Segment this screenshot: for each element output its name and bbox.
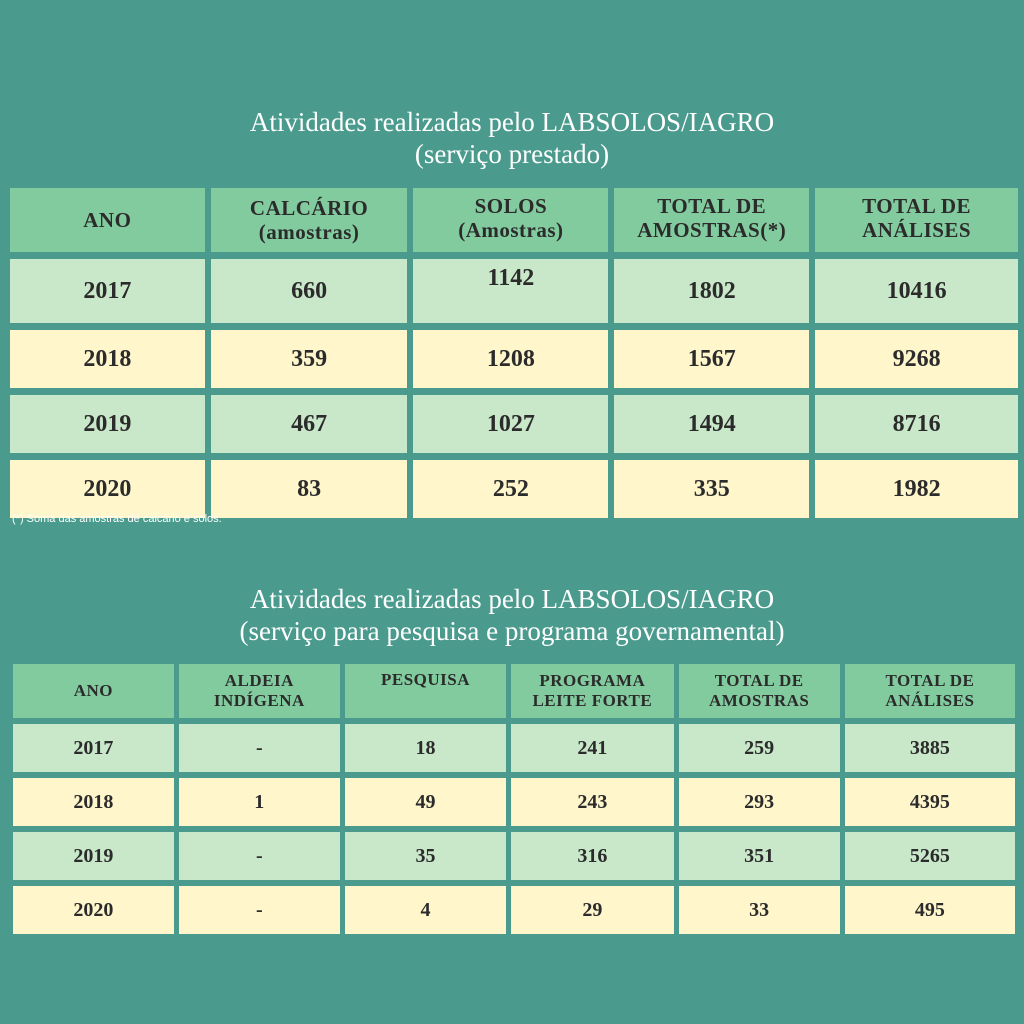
table-header-row: [10, 188, 1018, 252]
header-calcario: CALCÁRIO (amostras): [211, 188, 408, 252]
cell-solos: 1142: [413, 259, 608, 323]
cell-total-analises: 10416: [815, 259, 1018, 323]
table2-title: [0, 583, 1024, 647]
cell-pesquisa: 49: [345, 778, 506, 826]
table-row: [10, 460, 1018, 518]
cell-aldeia-indigena: -: [179, 832, 340, 880]
cell-solos: 252: [413, 460, 608, 518]
table2-title-line1: Atividades realizadas pelo LABSOLOS/IAGRO: [249, 584, 775, 614]
cell-ano: 2017: [13, 724, 174, 772]
cell-total-amostras: 259: [679, 724, 840, 772]
cell-ano: 2018: [10, 330, 205, 388]
cell-programa-leite-forte: 316: [511, 832, 673, 880]
table-header-row: [13, 664, 1015, 718]
cell-aldeia-indigena: 1: [179, 778, 340, 826]
header-total-amostras: TOTAL DE AMOSTRAS: [679, 664, 840, 718]
cell-ano: 2020: [10, 460, 205, 518]
table-row: [13, 724, 1015, 772]
cell-total-amostras: 1494: [614, 395, 809, 453]
cell-total-analises: 495: [845, 886, 1015, 934]
table-row: [10, 330, 1018, 388]
cell-total-amostras: 33: [679, 886, 840, 934]
header-solos: SOLOS (Amostras): [413, 188, 608, 252]
cell-calcario: 83: [211, 460, 408, 518]
cell-total-analises: 5265: [845, 832, 1015, 880]
header-total-analises: TOTAL DE ANÁLISES: [815, 188, 1018, 252]
cell-ano: 2019: [13, 832, 174, 880]
table1-title-line2: (serviço prestado): [414, 139, 610, 169]
footnote: (*) Soma das amostras de calcário e solos.: [12, 513, 222, 525]
cell-ano: 2017: [10, 259, 205, 323]
table1-title: [0, 106, 1024, 170]
cell-ano: 2018: [13, 778, 174, 826]
cell-total-analises: 8716: [815, 395, 1018, 453]
header-ano: ANO: [10, 188, 205, 252]
header-aldeia-indigena: ALDEIA INDÍGENA: [179, 664, 340, 718]
cell-solos: 1208: [413, 330, 608, 388]
table-row: [13, 832, 1015, 880]
cell-ano: 2020: [13, 886, 174, 934]
header-total-analises: TOTAL DE ANÁLISES: [845, 664, 1015, 718]
services-table: [4, 181, 1024, 525]
research-table: [8, 658, 1020, 940]
cell-aldeia-indigena: -: [179, 724, 340, 772]
cell-programa-leite-forte: 243: [511, 778, 673, 826]
table-row: [13, 778, 1015, 826]
cell-total-amostras: 351: [679, 832, 840, 880]
header-ano: ANO: [13, 664, 174, 718]
table2-title-line2: (serviço para pesquisa e programa governamental): [239, 616, 785, 646]
header-programa-leite-forte: PROGRAMA LEITE FORTE: [511, 664, 673, 718]
cell-total-analises: 3885: [845, 724, 1015, 772]
cell-total-amostras: 1802: [614, 259, 809, 323]
cell-total-analises: 9268: [815, 330, 1018, 388]
table-row: [13, 886, 1015, 934]
table1-title-line1: Atividades realizadas pelo LABSOLOS/IAGRO: [249, 107, 775, 137]
cell-calcario: 660: [211, 259, 408, 323]
table-row: [10, 395, 1018, 453]
header-pesquisa: PESQUISA: [345, 664, 506, 718]
cell-pesquisa: 18: [345, 724, 506, 772]
table-row: [10, 259, 1018, 323]
cell-total-amostras: 293: [679, 778, 840, 826]
cell-pesquisa: 4: [345, 886, 506, 934]
cell-calcario: 359: [211, 330, 408, 388]
cell-total-amostras: 335: [614, 460, 809, 518]
cell-aldeia-indigena: -: [179, 886, 340, 934]
cell-solos: 1027: [413, 395, 608, 453]
cell-ano: 2019: [10, 395, 205, 453]
cell-total-amostras: 1567: [614, 330, 809, 388]
cell-total-analises: 4395: [845, 778, 1015, 826]
cell-pesquisa: 35: [345, 832, 506, 880]
cell-total-analises: 1982: [815, 460, 1018, 518]
header-total-amostras: TOTAL DE AMOSTRAS(*): [614, 188, 809, 252]
cell-calcario: 467: [211, 395, 408, 453]
cell-programa-leite-forte: 29: [511, 886, 673, 934]
cell-programa-leite-forte: 241: [511, 724, 673, 772]
